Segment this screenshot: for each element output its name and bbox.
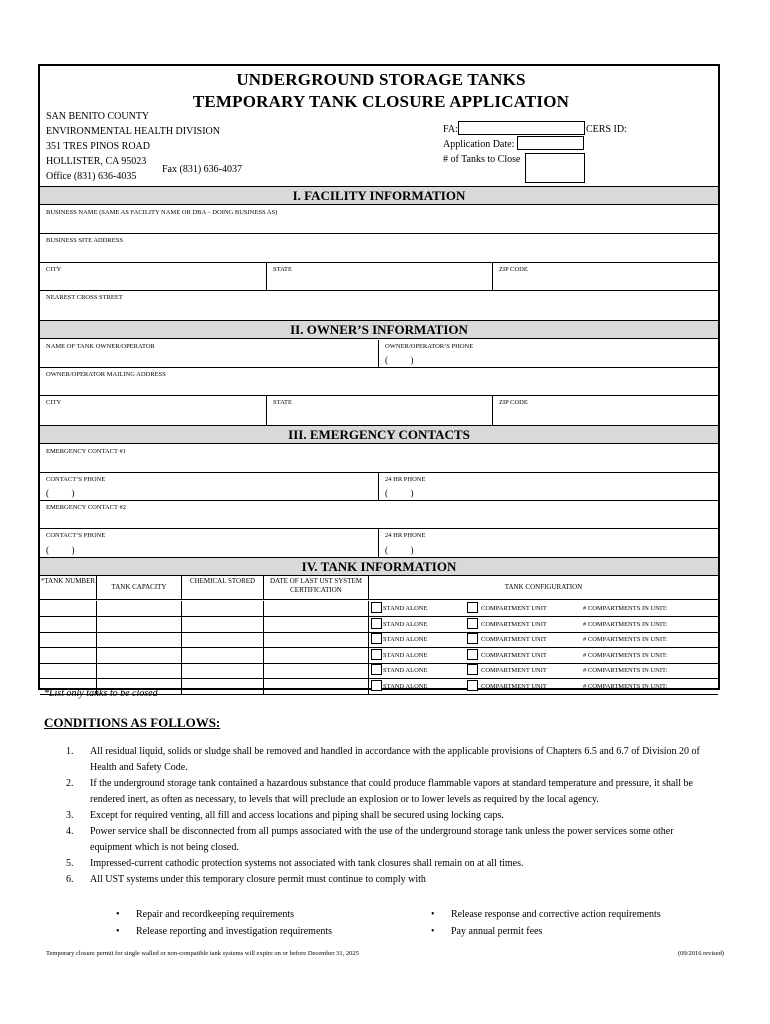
tank-number-cell[interactable] [40, 632, 96, 647]
facility-city-field[interactable] [40, 263, 266, 290]
bullet-glyph: • [116, 926, 120, 937]
facility-zip-label: ZIP CODE [499, 266, 528, 273]
tank-table-header [40, 576, 718, 600]
certification-date-cell[interactable] [263, 663, 368, 678]
compartment-unit-checkbox[interactable] [467, 618, 478, 629]
condition-text: If the underground storage tank contained a hazardous substance that could produce flammable vapors at standard temperature and pressure, it shall be rendered inert, as often as necessary, to levels that will preclude an explosion or to lower levels as required by the local agency. [90, 778, 693, 805]
tank-capacity-cell[interactable] [96, 663, 181, 678]
owner-mailing-address-label: OWNER/OPERATOR MAILING ADDRESS [46, 371, 166, 378]
tank-row [40, 617, 718, 633]
chemical-stored-cell[interactable] [181, 601, 263, 616]
compartments-count-label: # COMPARTMENTS IN UNIT: [583, 605, 668, 612]
bullet-text: Pay annual permit fees [451, 926, 543, 937]
col-tank-configuration: TANK CONFIGURATION [368, 576, 718, 599]
condition-text: All UST systems under this temporary closure permit must continue to comply with [90, 874, 426, 885]
compartment-unit-label: COMPARTMENT UNIT [481, 667, 547, 674]
tank-configuration-cell [368, 617, 718, 632]
certification-date-cell[interactable] [263, 601, 368, 616]
stand-alone-checkbox[interactable] [371, 633, 382, 644]
contact-1-24hr-area-code: ( ) [385, 488, 414, 498]
facility-state-label: STATE [273, 266, 292, 273]
tank-capacity-cell[interactable] [96, 617, 181, 632]
owner-phone-field[interactable] [378, 340, 718, 367]
tank-row [40, 663, 718, 679]
conditions-title: CONDITIONS AS FOLLOWS: [44, 715, 221, 730]
chemical-stored-cell[interactable] [181, 663, 263, 678]
bullet-text: Repair and recordkeeping requirements [136, 909, 294, 920]
contact-2-24hr-label: 24 HR PHONE [385, 532, 426, 539]
stand-alone-label: STAND ALONE [383, 605, 428, 612]
tanks-to-close-input[interactable] [525, 153, 585, 183]
compartment-unit-checkbox[interactable] [467, 664, 478, 675]
chemical-stored-cell[interactable] [181, 679, 263, 694]
stand-alone-checkbox[interactable] [371, 664, 382, 675]
application-date-input[interactable] [517, 136, 584, 150]
emergency-contact-1-field[interactable] [40, 445, 718, 473]
condition-item [60, 744, 710, 776]
tank-configuration-cell [368, 601, 718, 616]
form-title-line2: TEMPORARY TANK CLOSURE APPLICATION [192, 92, 570, 111]
agency-city: HOLLISTER, CA 95023 [46, 156, 147, 167]
compartment-unit-checkbox[interactable] [467, 633, 478, 644]
nearest-cross-street-label: NEAREST CROSS STREET [46, 294, 123, 301]
bullet-text: Release response and corrective action requirements [451, 909, 661, 920]
condition-item [60, 824, 710, 856]
stand-alone-label: STAND ALONE [383, 682, 428, 690]
tanks-to-close-label: # of Tanks to Close [443, 154, 521, 165]
compartments-count-label: # COMPARTMENTS IN UNIT: [583, 682, 668, 690]
stand-alone-checkbox[interactable] [371, 680, 382, 691]
owner-name-field[interactable] [40, 340, 378, 367]
condition-number: 3. [66, 810, 74, 821]
tank-configuration-cell [368, 663, 718, 678]
bullet-item [431, 907, 661, 923]
tank-configuration-cell [368, 679, 718, 694]
owner-city-state-zip-row [40, 396, 718, 425]
section-emergency-header: III. EMERGENCY CONTACTS [40, 425, 718, 444]
bullet-item [116, 907, 294, 923]
owner-phone-area-code: ( ) [385, 355, 414, 365]
bullet-text: Release reporting and investigation requirements [136, 926, 333, 937]
condition-number: 1. [66, 746, 74, 757]
owner-name-label: NAME OF TANK OWNER/OPERATOR [46, 343, 155, 350]
owner-city-label: CITY [46, 399, 62, 406]
tank-footnote: *List only tanks to be closed [44, 688, 158, 699]
business-site-address-field[interactable] [40, 234, 718, 263]
owner-city-field[interactable] [40, 396, 266, 425]
compartments-count-label: # COMPARTMENTS IN UNIT: [583, 620, 668, 628]
tank-capacity-cell[interactable] [96, 601, 181, 616]
tank-number-cell[interactable] [40, 663, 96, 678]
stand-alone-checkbox[interactable] [371, 649, 382, 660]
contact-1-phone-area-code: ( ) [46, 488, 75, 498]
agency-division: ENVIRONMENTAL HEALTH DIVISION [46, 126, 220, 137]
owner-state-label: STATE [273, 399, 292, 406]
compartment-unit-label: COMPARTMENT UNIT [481, 605, 547, 612]
owner-mailing-address-field[interactable] [40, 368, 718, 396]
tank-capacity-cell[interactable] [96, 648, 181, 663]
condition-number: 2. [66, 778, 74, 789]
condition-text: Except for required venting, all fill and access locations and piping shall be secured using locking caps. [90, 810, 504, 821]
facility-city-label: CITY [46, 266, 62, 273]
stand-alone-checkbox[interactable] [371, 618, 382, 629]
business-name-field[interactable] [40, 206, 718, 234]
certification-date-cell[interactable] [263, 617, 368, 632]
col-last-certification: DATE OF LAST UST SYSTEM CERTIFICATION [263, 576, 368, 599]
contact-2-phone-area-code: ( ) [46, 545, 75, 555]
bullet-item [116, 924, 333, 940]
compartments-count-label: # COMPARTMENTS IN UNIT: [583, 651, 668, 659]
section-owner-header: II. OWNER’S INFORMATION [40, 320, 718, 339]
emergency-contact-2-label: EMERGENCY CONTACT #2 [46, 504, 127, 511]
chemical-stored-cell[interactable] [181, 617, 263, 632]
contact-1-24hr-phone-field[interactable] [378, 473, 718, 500]
cers-id-label: CERS ID: [586, 124, 627, 135]
contact-2-phone-field[interactable] [40, 529, 378, 557]
nearest-cross-street-field[interactable] [40, 291, 718, 320]
compartment-unit-checkbox[interactable] [467, 680, 478, 691]
agency-office-phone: Office (831) 636-4035 [46, 171, 137, 182]
certification-date-cell[interactable] [263, 632, 368, 647]
col-tank-number: *TANK NUMBER [40, 577, 96, 585]
owner-zip-field[interactable] [492, 396, 718, 425]
contact-1-24hr-label: 24 HR PHONE [385, 476, 426, 483]
condition-number: 5. [66, 858, 74, 869]
bullet-glyph: • [116, 909, 120, 920]
stand-alone-checkbox[interactable] [371, 602, 382, 613]
stand-alone-label: STAND ALONE [383, 620, 428, 628]
tank-number-cell[interactable] [40, 601, 96, 616]
owner-phone-label: OWNER/OPERATOR’S PHONE [385, 343, 474, 350]
form-frame [38, 64, 720, 690]
compartment-unit-label: COMPARTMENT UNIT [481, 651, 547, 659]
certification-date-cell[interactable] [263, 679, 368, 694]
bullet-glyph: • [431, 926, 435, 937]
contact-1-phone-field[interactable] [40, 473, 378, 500]
compartment-unit-checkbox[interactable] [467, 649, 478, 660]
business-name-label: BUSINESS NAME (SAME AS FACILITY NAME OR DBA – DOING BUSINESS AS) [46, 209, 278, 216]
tank-configuration-cell [368, 648, 718, 663]
footer-expiration-note: Temporary closure permit for single walled or non-compatible tank systems will expire on or before December 31, 2025 [46, 950, 359, 957]
chemical-stored-cell[interactable] [181, 648, 263, 663]
emergency-contact-2-field[interactable] [40, 501, 718, 529]
emergency-contact-1-phone-row [40, 473, 718, 501]
compartments-count-label: # COMPARTMENTS IN UNIT: [583, 636, 668, 643]
fa-label: FA: [443, 124, 458, 135]
contact-2-24hr-area-code: ( ) [385, 545, 414, 555]
compartment-unit-label: COMPARTMENT UNIT [481, 682, 547, 690]
stand-alone-label: STAND ALONE [383, 667, 428, 674]
condition-item [60, 808, 710, 824]
tank-row [40, 632, 718, 648]
condition-text: All residual liquid, solids or sludge shall be removed and handled in accordance with the applicable provisions of Chapters 6.5 and 6.7 of Division 20 of Health and Safety Code. [90, 746, 700, 773]
condition-item [60, 872, 710, 888]
col-tank-capacity: TANK CAPACITY [96, 576, 181, 599]
facility-state-field[interactable] [266, 263, 492, 290]
stand-alone-label: STAND ALONE [383, 651, 428, 659]
agency-fax: Fax (831) 636-4037 [162, 164, 242, 175]
conditions-list [60, 744, 710, 888]
condition-item [60, 856, 710, 872]
compartment-unit-label: COMPARTMENT UNIT [481, 636, 547, 643]
bullet-glyph: • [431, 909, 435, 920]
condition-item [60, 776, 710, 808]
emergency-contact-1-label: EMERGENCY CONTACT #1 [46, 448, 127, 455]
application-date-label: Application Date: [443, 139, 515, 150]
condition-text: Power service shall be disconnected from all pumps associated with the use of the underground storage tank unless the power services some other equipment which is not being closed. [90, 826, 674, 853]
col-chemical-stored: CHEMICAL STORED [181, 576, 263, 599]
owner-state-field[interactable] [266, 396, 492, 425]
tank-row [40, 601, 718, 617]
form-title-line1: UNDERGROUND STORAGE TANKS [236, 70, 526, 89]
agency-street: 351 TRES PINOS ROAD [46, 141, 150, 152]
agency-county: SAN BENITO COUNTY [46, 111, 150, 122]
facility-city-state-zip-row [40, 263, 718, 291]
tank-configuration-cell [368, 632, 718, 647]
contact-2-24hr-phone-field[interactable] [378, 529, 718, 557]
certification-date-cell[interactable] [263, 648, 368, 663]
condition-text: Impressed-current cathodic protection systems not associated with tank closures shall remain on at all times. [90, 858, 524, 869]
footer-revision: (09/2016 revised) [677, 950, 724, 957]
chemical-stored-cell[interactable] [181, 632, 263, 647]
stand-alone-label: STAND ALONE [383, 636, 428, 643]
section-facility-header: I. FACILITY INFORMATION [40, 186, 718, 205]
fa-input[interactable] [458, 121, 585, 135]
business-site-address-label: BUSINESS SITE ADDRESS [46, 237, 123, 244]
tank-row [40, 648, 718, 664]
section-tank-header: IV. TANK INFORMATION [40, 557, 718, 576]
tank-number-cell[interactable] [40, 648, 96, 663]
compartments-count-label: # COMPARTMENTS IN UNIT: [583, 667, 668, 674]
owner-name-phone-row [40, 340, 718, 368]
bullet-item [431, 924, 543, 940]
tank-number-cell[interactable] [40, 617, 96, 632]
facility-zip-field[interactable] [492, 263, 718, 290]
compartment-unit-label: COMPARTMENT UNIT [481, 620, 547, 628]
tank-capacity-cell[interactable] [96, 632, 181, 647]
owner-zip-label: ZIP CODE [499, 399, 528, 406]
condition-number: 6. [66, 874, 74, 885]
compartment-unit-checkbox[interactable] [467, 602, 478, 613]
contact-1-phone-label: CONTACT’S PHONE [46, 476, 106, 483]
emergency-contact-2-phone-row [40, 529, 718, 557]
contact-2-phone-label: CONTACT’S PHONE [46, 532, 106, 539]
condition-number: 4. [66, 826, 74, 837]
